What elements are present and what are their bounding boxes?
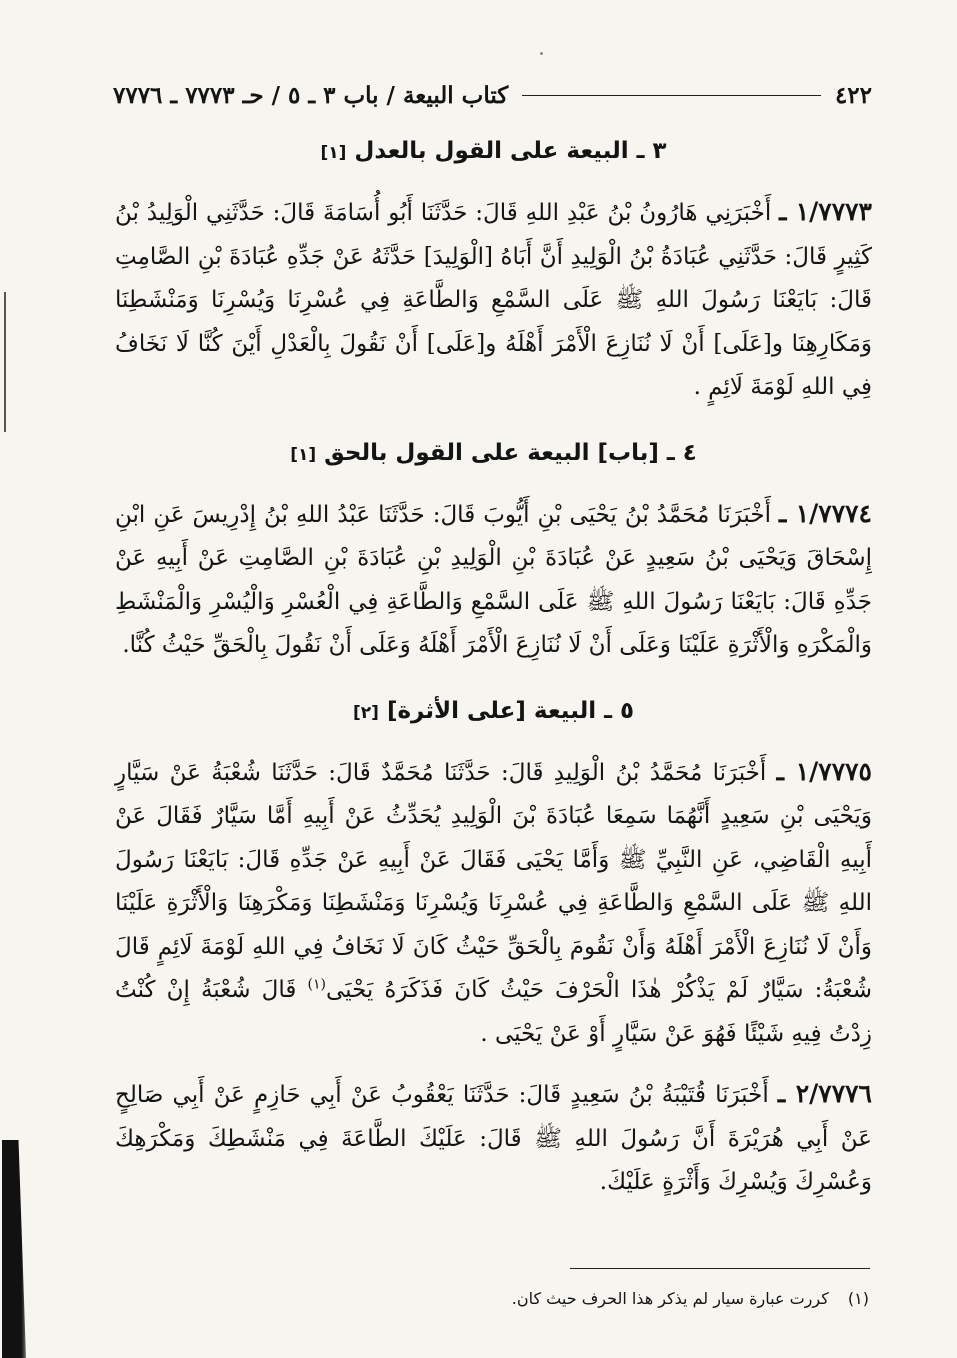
hadith-text: أَخْبَرَنَا مُحَمَّدُ بْنُ الْوَلِيدِ قَالَ: حَدَّثَنَا مُحَمَّدٌ قَالَ: حَدَّثَنَا شُعْبَةُ عَنْ سَيَّارٍ وَيَحْيَى بْنِ سَعِيدٍ أَنَّهُمَا سَمِعَا عُبَادَةَ بْنَ الْوَلِيدِ يُحَدِّثُ عَنْ أَبِيهِ أَمَّا سَيَّارٌ فَقَالَ عَنْ أَبِيهِ الْقَاضِي، عَنِ النَّبِيِّ ﷺ وَأَمَّا يَحْيَى فَقَالَ عَنْ أَبِيهِ عَنْ جَدِّهِ قَالَ: بَايَعْنَا رَسُولَ اللهِ ﷺ عَلَى السَّمْعِ وَالطَّاعَةِ فِي عُسْرِنَا وَيُسْرِنَا وَمَنْشَطِنَا وَمَكْرَهِنَا وَالْأَثْرَةِ عَلَيْنَا وَأَنْ لَا نُنَازِعَ الْأَمْرَ أَهْلَهُ وَأَنْ نَقُومَ بِالْحَقِّ حَيْثُ كَانَ لَا نَخَافُ فِي اللهِ لَوْمَةَ لَائِمٍ قَالَ شُعْبَةُ: سَيَّارٌ لَمْ يَذْكُرْ هٰذَا الْحَرْفَ حَيْثُ كَانَ فَذَكَرَهُ يَحْيَى	[115, 759, 872, 1003]
hadith-number: ٢/٧٧٧٦ ـ	[777, 1079, 872, 1108]
footnote-rule	[570, 1268, 870, 1269]
footnote-text: كررت عبارة سيار لم يذكر هذا الحرف حيث كان.	[511, 1289, 829, 1308]
page-content	[115, 130, 872, 1205]
hadith-7775	[115, 750, 872, 1057]
scan-binding-shadow	[2, 1140, 32, 1358]
hadith-number: ١/٧٧٧٣ ـ	[779, 197, 872, 226]
hadith-text: أَخْبَرَنَا مُحَمَّدُ بْنُ يَحْيَى بْنِ أَيُّوبَ قَالَ: حَدَّثَنَا عَبْدُ اللهِ بْنُ إِدْرِيسَ عَنِ ابْنِ إِسْحَاقَ وَيَحْيَى بْنُ سَعِيدٍ عَنْ عُبَادَةَ بْنِ الْوَلِيدِ بْنِ عُبَادَةَ بْنِ الصَّامِتِ عَنْ أَبِيهِ عَنْ جَدِّهِ قَالَ: بَايَعْنَا رَسُولَ اللهِ ﷺ عَلَى السَّمْعِ وَالطَّاعَةِ فِي الْعُسْرِ وَالْيُسْرِ وَالْمَنْشَطِ وَالْمَكْرَهِ وَالْأَثْرَةِ عَلَيْنَا وَعَلَى أَنْ لَا نُنَازِعَ الْأَمْرَ أَهْلَهُ وَعَلَى أَنْ نَقُولَ بِالْحَقِّ حَيْثُ كُنَّا.	[115, 501, 872, 658]
section-heading-4: ٤ ـ [باب] البيعة على القول بالحق [١]	[290, 439, 697, 466]
heading-note: [١]	[290, 444, 317, 465]
hadith-7773	[115, 190, 872, 410]
section-heading-5: ٥ ـ البيعة [على الأثرة] [٢]	[352, 697, 635, 724]
header-rule	[522, 95, 821, 96]
hadith-number: ١/٧٧٧٤ ـ	[778, 498, 872, 528]
hadith-text: أَخْبَرَنَا قُتَيْبَةُ بْنُ سَعِيدٍ قَالَ: حَدَّثَنَا يَعْقُوبُ عَنْ أَبِي حَازِمٍ عَنْ أَبِي صَالِحٍ عَنْ أَبِي هُرَيْرَةَ أَنَّ رَسُولَ اللهِ ﷺ قَالَ: عَلَيْكَ الطَّاعَةَ فِي مَنْشَطِكَ وَمَكْرَهِكَ وَعُسْرِكَ وَيُسْرِكَ وَأَثْرَةٍ عَلَيْكَ.	[115, 1082, 872, 1195]
footnote	[400, 1288, 869, 1310]
running-header	[113, 78, 872, 112]
heading-note: [٢]	[352, 702, 379, 723]
hadith-7776	[115, 1072, 872, 1205]
running-header-reference: كتاب البيعة / باب ٣ ـ ٥ / حـ ٧٧٧٣ ـ ٧٧٧٦	[113, 81, 509, 109]
hadith-text: أَخْبَرَنِي هَارُونُ بْنُ عَبْدِ اللهِ قَالَ: حَدَّثَنَا أَبُو أُسَامَةَ قَالَ: حَدَّثَنِي الْوَلِيدُ بْنُ كَثِيرٍ قَالَ: حَدَّثَنِي عُبَادَةُ بْنُ الْوَلِيدِ أَنَّ أَبَاهُ [الْوَلِيدَ] حَدَّثَهُ عَنْ جَدِّهِ عُبَادَةَ بْنِ الصَّامِتِ قَالَ: بَايَعْنَا رَسُولَ اللهِ ﷺ عَلَى السَّمْعِ وَالطَّاعَةِ فِي عُسْرِنَا وَيُسْرِنَا وَمَنْشَطِنَا وَمَكَارِهِنَا و[عَلَى] أَنْ لَا نُنَازِعَ الْأَمْرَ أَهْلَهُ و[عَلَى] أَنْ نَقُولَ بِالْعَدْلِ أَيْنَ كُنَّا لَا نَخَافُ فِي اللهِ لَوْمَةَ لَائِمٍ .	[115, 200, 872, 400]
hadith-number: ١/٧٧٧٥ ـ	[776, 756, 872, 786]
heading-note: [١]	[320, 143, 347, 163]
scan-speck	[540, 52, 543, 55]
hadith-text-continued: قَالَ شُعْبَةُ إِنْ كُنْتُ زِدْتُ فِيهِ شَيْئًا فَهُوَ عَنْ سَيَّارٍ أَوْ عَنْ يَحْيَى .	[115, 977, 872, 1047]
page-number: ٤٢٢	[834, 81, 872, 109]
footnote-ref[interactable]: (١)	[307, 976, 326, 993]
section-heading-3: ٣ ـ البيعة على القول بالعدل [١]	[320, 138, 667, 164]
footnote-number: (١)	[847, 1289, 869, 1308]
scan-edge-line	[4, 292, 6, 432]
hadith-7774	[115, 492, 872, 668]
